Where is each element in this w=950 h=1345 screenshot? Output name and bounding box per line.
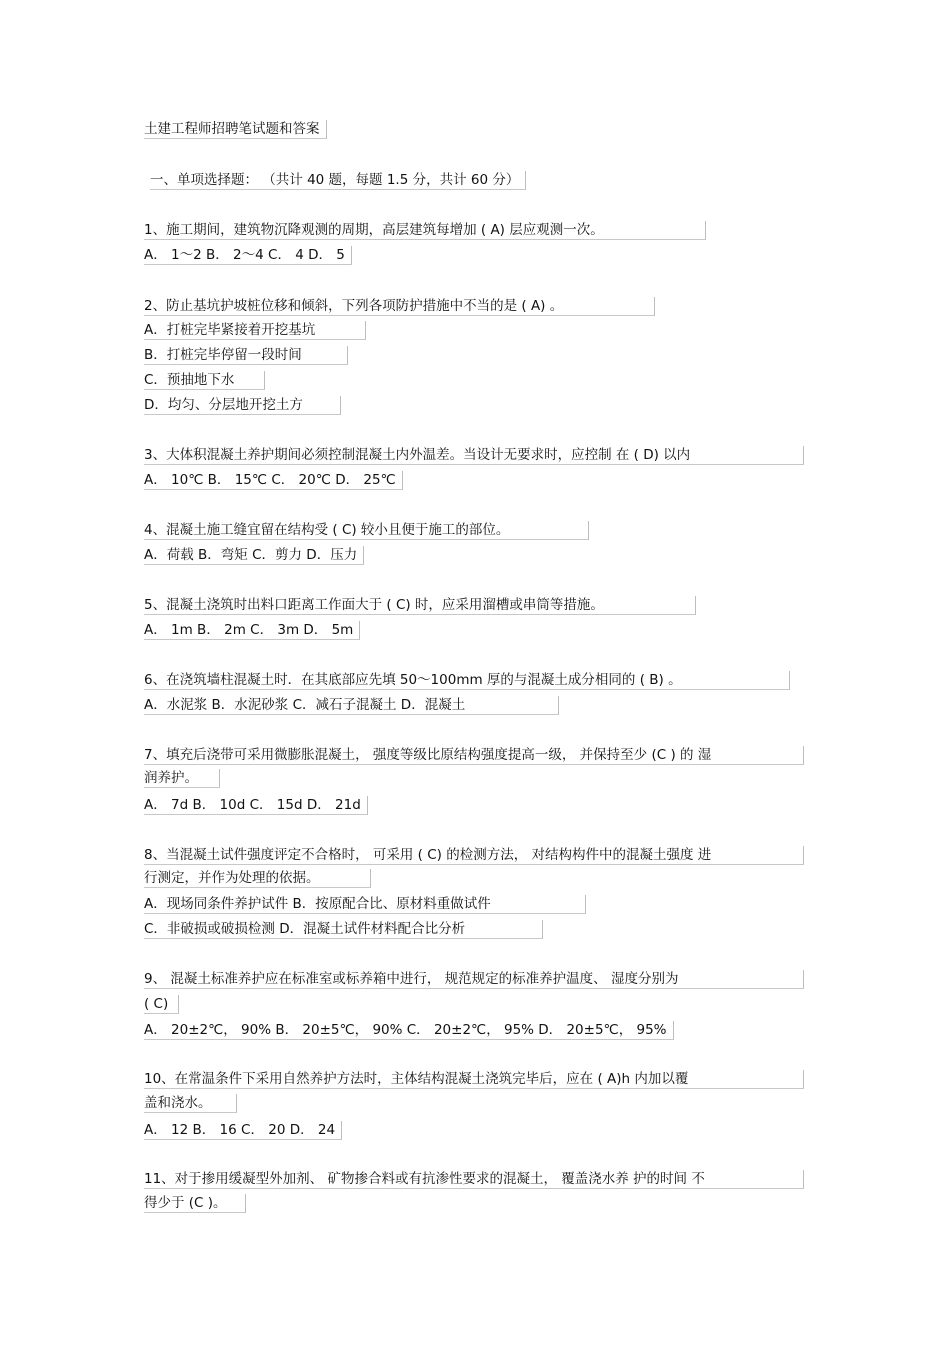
- question-11-stem: 11、对于掺用缓凝型外加剂、 矿物掺合料或有抗渗性要求的混凝土， 覆盖浇水养 护的时间 不: [144, 1170, 804, 1189]
- question-2-stem: 2、防止基坑护坡桩位移和倾斜，下列各项防护措施中不当的是 ( A) 。: [144, 297, 655, 316]
- question-10-options: A． 12 B． 16 C． 20 D． 24: [144, 1121, 342, 1140]
- question-8-stem: 8、当混凝土试件强度评定不合格时， 可采用 ( C) 的检测方法， 对结构构件中的混凝土强度 进: [144, 846, 804, 865]
- question-2-option-c: C．预抽地下水: [144, 371, 265, 390]
- question-7-options: A． 7d B． 10d C． 15d D． 21d: [144, 796, 368, 815]
- question-2-option-d: D．均匀、分层地开挖土方: [144, 396, 341, 415]
- question-9-stem: 9、 混凝土标准养护应在标准室或标养箱中进行， 规范规定的标准养护温度、 湿度分别为: [144, 970, 804, 989]
- question-10-stem: 10、在常温条件下采用自然养护方法时，主体结构混凝土浇筑完毕后，应在 ( A)h 内加以覆: [144, 1070, 804, 1089]
- question-5-stem: 5、混凝土浇筑时出料口距离工作面大于 ( C) 时，应采用溜槽或串筒等措施。: [144, 596, 696, 615]
- question-2-option-b: B．打桩完毕停留一段时间: [144, 346, 348, 365]
- question-10-stem-cont: 盖和浇水。: [144, 1094, 237, 1113]
- question-7-stem-cont: 润养护。: [144, 769, 220, 788]
- section-heading: 一、单项选择题： （共计 40 题，每题 1.5 分，共计 60 分）: [150, 171, 526, 190]
- question-11-stem-cont: 得少于 (C )。: [144, 1194, 246, 1213]
- question-5-options: A． 1m B． 2m C． 3m D． 5m: [144, 621, 360, 640]
- question-8-stem-cont: 行测定，并作为处理的依据。: [144, 869, 371, 888]
- question-4-stem: 4、混凝土施工缝宜留在结构受 ( C) 较小且便于施工的部位。: [144, 521, 589, 540]
- question-6-options: A．水泥浆 B．水泥砂浆 C．减石子混凝土 D．混凝土: [144, 696, 559, 715]
- question-6-stem: 6、在浇筑墙柱混凝土时．在其底部应先填 50～100mm 厚的与混凝土成分相同的 ( B) 。: [144, 671, 790, 690]
- question-3-options: A． 10℃ B． 15℃ C． 20℃ D． 25℃: [144, 471, 403, 490]
- question-1-options: A． 1～2 B． 2～4 C． 4 D． 5: [144, 246, 352, 265]
- question-3-stem: 3、大体积混凝土养护期间必须控制混凝土内外温差。当设计无要求时，应控制 在 ( D) 以内: [144, 446, 804, 465]
- question-7-stem: 7、填充后浇带可采用微膨胀混凝土， 强度等级比原结构强度提高一级， 并保持至少 (C ) 的 湿: [144, 746, 804, 765]
- question-9-stem-cont: ( C): [144, 995, 179, 1014]
- question-4-options: A．荷载 B．弯矩 C．剪力 D．压力: [144, 546, 364, 565]
- document-title: 土建工程师招聘笔试题和答案: [144, 120, 327, 139]
- question-1-stem: 1、施工期间，建筑物沉降观测的周期，高层建筑每增加 ( A) 层应观测一次。: [144, 221, 706, 240]
- question-2-option-a: A．打桩完毕紧接着开挖基坑: [144, 321, 366, 340]
- question-8-options-ab: A．现场同条件养护试件 B．按原配合比、原材料重做试件: [144, 895, 586, 914]
- question-9-options: A． 20±2℃， 90% B． 20±5℃， 90% C． 20±2℃， 95% D． 20±5℃， 95%: [144, 1021, 674, 1040]
- question-8-options-cd: C．非破损或破损检测 D．混凝土试件材料配合比分析: [144, 920, 543, 939]
